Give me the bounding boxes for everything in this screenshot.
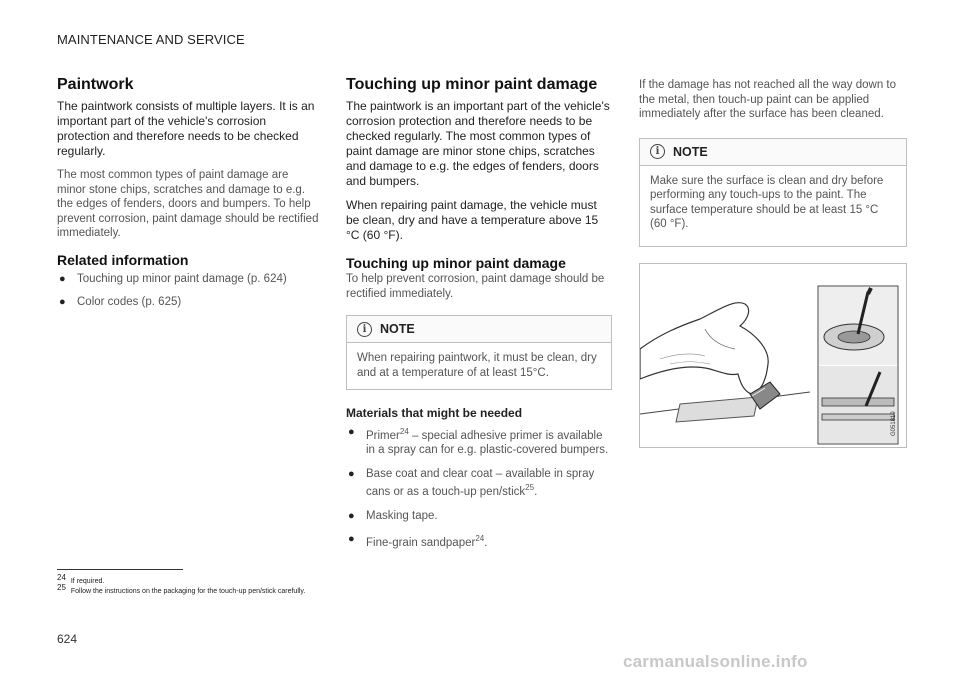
- running-header: MAINTENANCE AND SERVICE: [57, 32, 245, 47]
- bullet-icon: ●: [59, 272, 66, 285]
- list-item: ● Base coat and clear coat – available in spray cans or as a touch-up pen/stick$^{25}$.: [348, 467, 595, 499]
- list-item: ● Fine-grain sandpaper$^{24}$.: [348, 533, 488, 549]
- watermark: carmanualsonline.info: [623, 652, 808, 671]
- paintwork-section: [57, 76, 319, 319]
- page-number: 624: [57, 632, 78, 646]
- materials-title: Materials that might be needed: [346, 406, 523, 420]
- touch-up-section: [346, 76, 612, 559]
- touch-up-metal-text: If the damage has not reached all the way down to the metal, then touch-up paint can be applied immediately after the surface has been cleaned.: [639, 79, 896, 120]
- note-header: [347, 316, 611, 343]
- list-item: ● Primer$^{24}$ – special adhesive primer is available in a spray can for e.g. plastic-covered bumpers.: [348, 426, 609, 457]
- note-header: [640, 139, 906, 166]
- note-box: [346, 315, 612, 390]
- note-label: NOTE: [380, 322, 415, 336]
- touch-up-title: Touching up minor paint damage: [346, 76, 598, 93]
- note-box: [639, 138, 907, 247]
- footnote-24: $^{24}$ If required.: [57, 573, 105, 586]
- note-label: NOTE: [673, 144, 708, 159]
- hand-touch-up-drawing: [640, 264, 906, 447]
- touch-up-subtitle: Touching up minor paint damage: [346, 255, 566, 271]
- paintwork-intro: The paintwork consists of multiple layers. It is an important part of the vehicle's corrosion protection and therefore needs to be checked regularly.: [57, 99, 315, 158]
- figure-code: G051819: [891, 410, 897, 436]
- info-icon: i: [650, 144, 665, 159]
- footnote-25: $^{25}$ Follow the instructions on the packaging for the touch-up pen/stick carefully.: [57, 583, 306, 596]
- paintwork-title: Paintwork: [57, 76, 134, 93]
- related-info-title: Related information: [57, 251, 189, 268]
- touch-up-subtext: To help prevent corrosion, paint damage should be rectified immediately.: [346, 273, 605, 300]
- touch-up-illustration: [639, 263, 907, 448]
- related-links: [57, 272, 319, 310]
- info-icon: i: [357, 322, 372, 337]
- footnote-divider: [57, 569, 183, 570]
- related-link-touching-up[interactable]: ● Touching up minor paint damage (p. 624): [59, 272, 287, 285]
- paintwork-body: The most common types of paint damage are minor stone chips, scratches and damage to e.g. the edges of fenders, doors and bumpers. To help prevent corrosion, paint damage should be rectified immediately.: [57, 169, 319, 239]
- bullet-icon: ●: [348, 426, 355, 438]
- related-link-color-codes[interactable]: ● Color codes (p. 625): [59, 296, 182, 308]
- touch-up-continued: [639, 76, 907, 448]
- bullet-icon: ●: [59, 296, 66, 308]
- bullet-icon: ●: [348, 533, 355, 546]
- list-item: ● Masking tape.: [348, 509, 438, 522]
- bullet-icon: ●: [348, 509, 355, 522]
- bullet-icon: ●: [348, 467, 355, 480]
- note-text: Make sure the surface is clean and dry before performing any touch-ups to the paint. The surface temperature should be at least 15 °C (60 °F).: [650, 174, 884, 230]
- note-text: When repairing paintwork, it must be clean, dry and at a temperature of at least 15°C.: [357, 352, 597, 379]
- materials-list: [346, 425, 612, 550]
- touch-up-temperature: When repairing paint damage, the vehicle must be clean, dry and have a temperature above 15 °C (60 °F).: [346, 198, 599, 242]
- touch-up-intro: The paintwork is an important part of the vehicle's corrosion protection and therefore needs to be checked regularly. The most common types of paint damage are minor stone chips, scratches and damage to e.g. the edges of fenders, doors and bumpers.: [346, 99, 610, 188]
